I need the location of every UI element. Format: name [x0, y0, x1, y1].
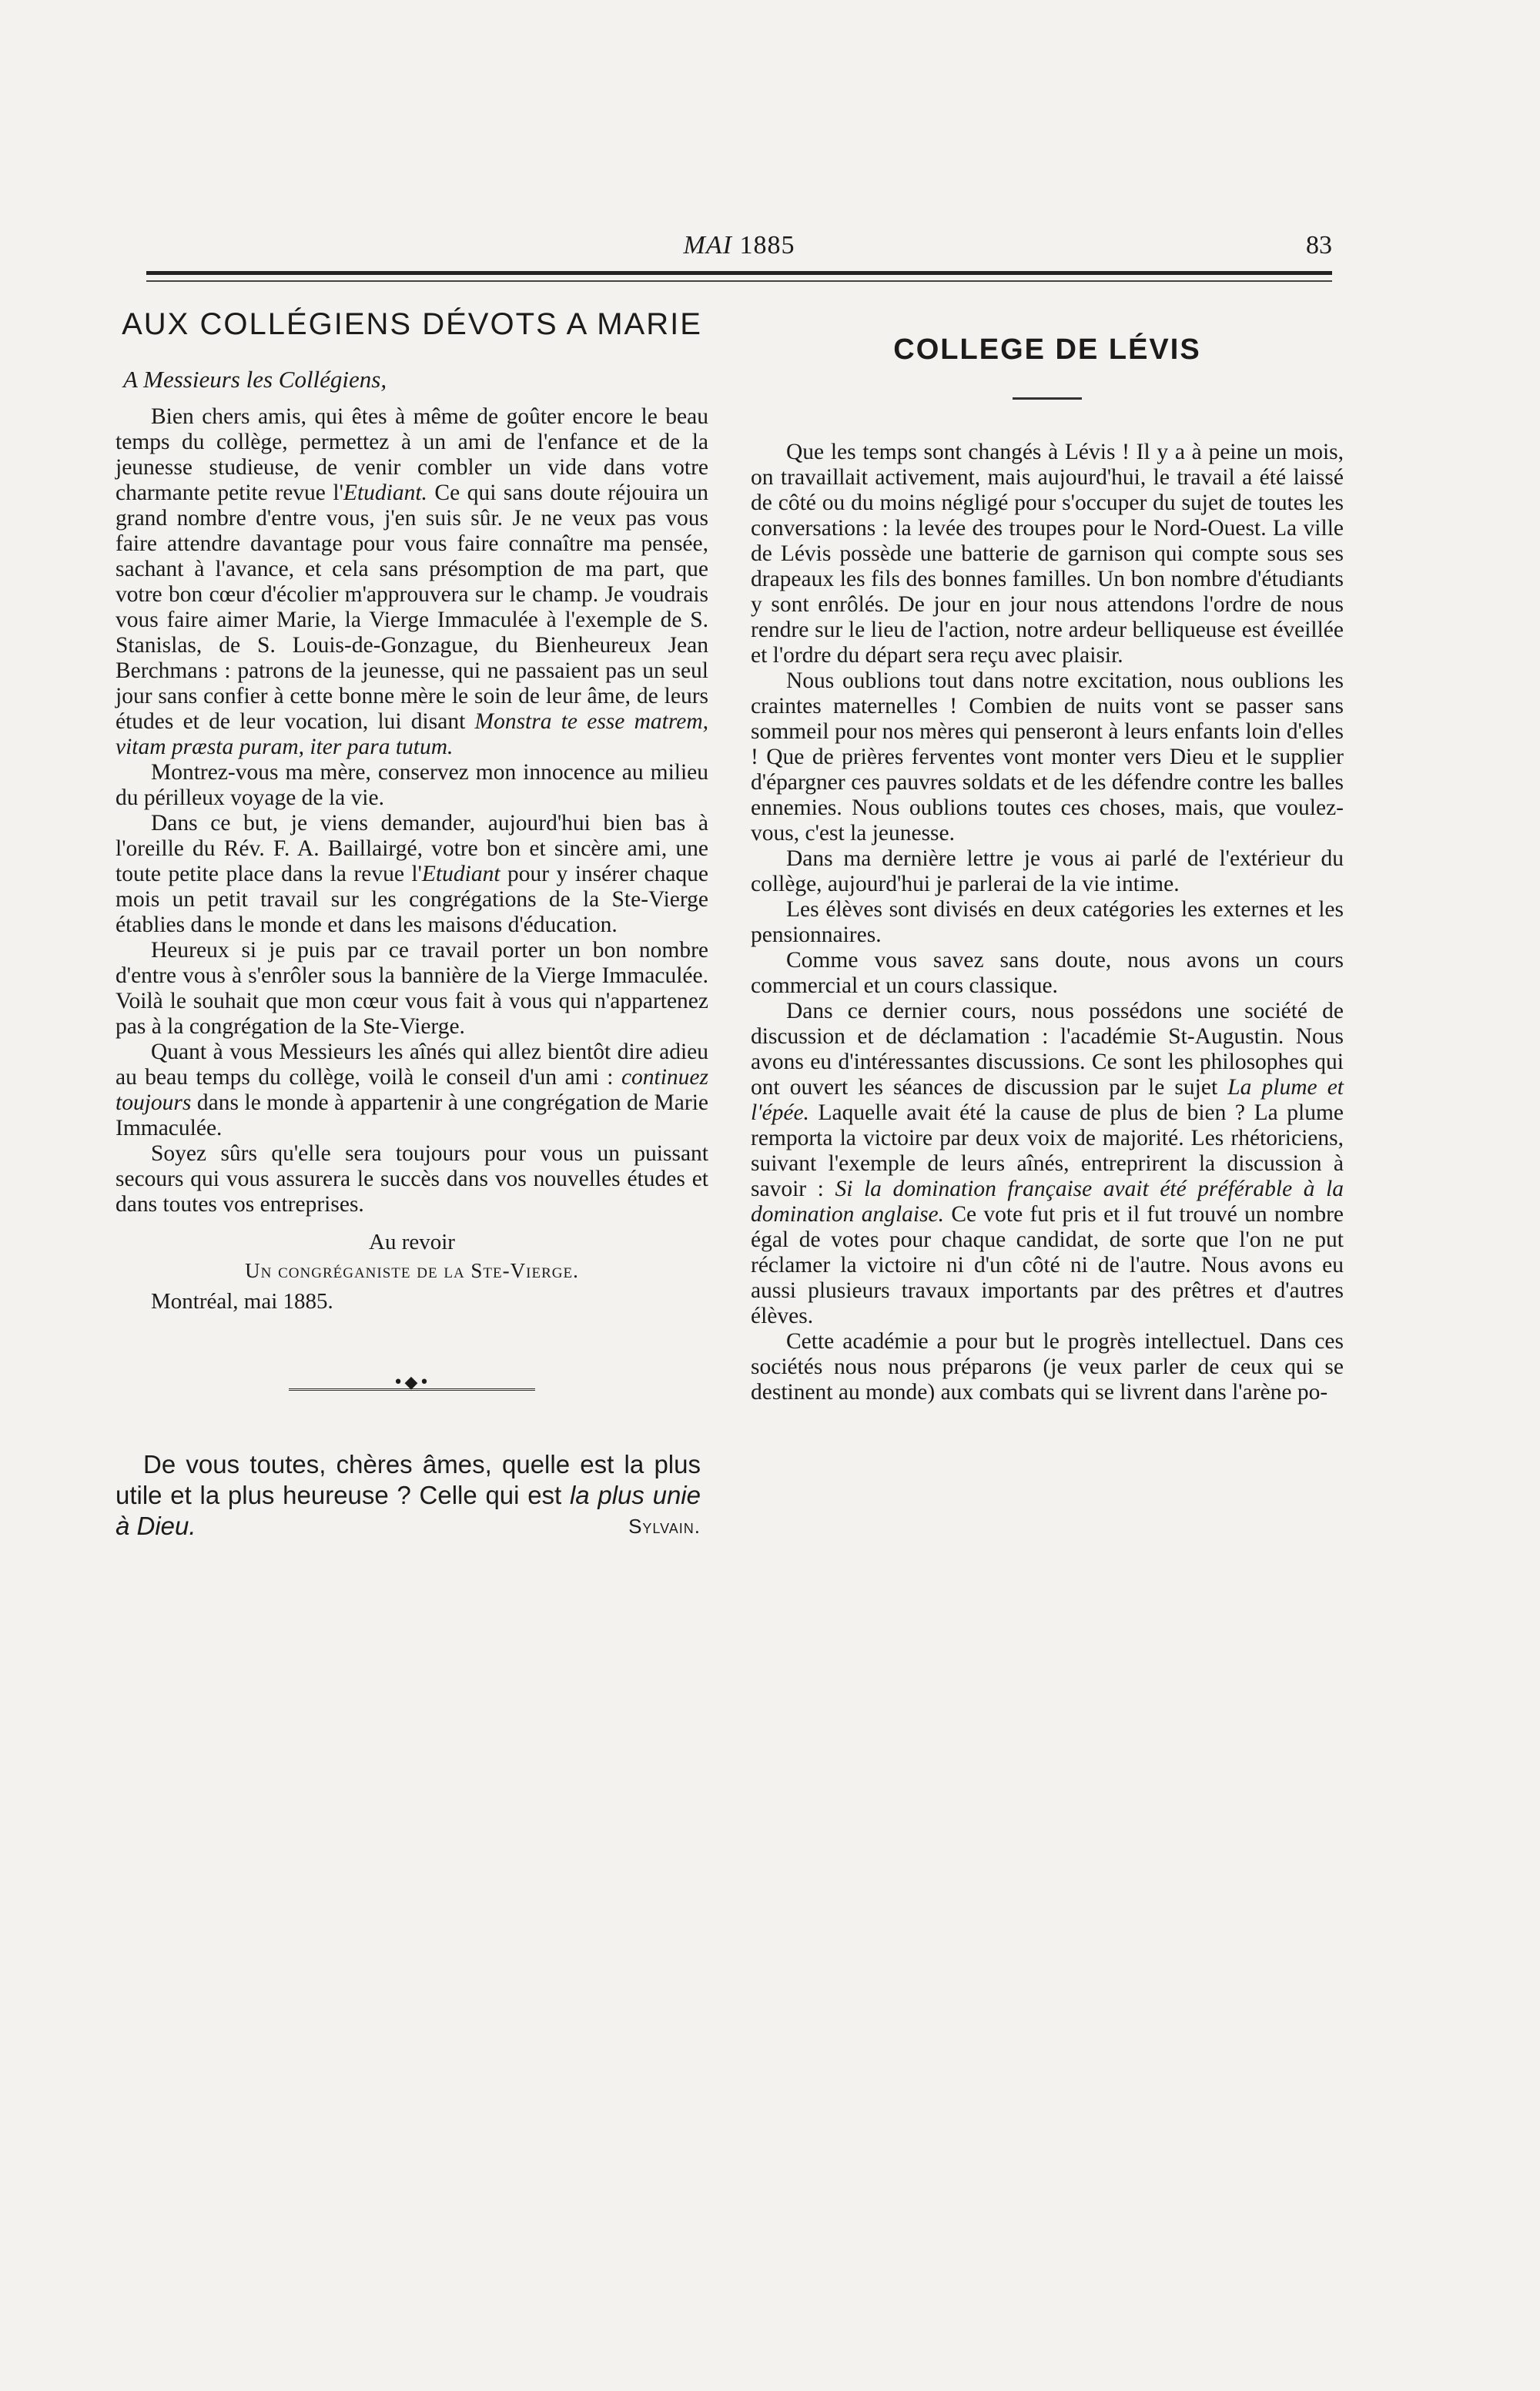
- paragraph: [116, 1040, 708, 1141]
- italic-run: Etudiant: [421, 862, 500, 886]
- text-run: Laquelle avait été la cause de plus de bien ? La plume remporta la victoire par deux voix de majorité. Les rhétoriciens, suivant l'exemple de leurs aînés, entreprirent la discussion à savoir :: [751, 1100, 1344, 1201]
- latin-quote: Monstra te esse matrem, vitam præsta puram, iter para tutum.: [116, 709, 709, 759]
- paragraph: Nous oublions tout dans notre excitation, nous oublions les craintes maternelles ! Combien de nuits vont se passer sans sommeil pour nos mères qui penseront à leurs enfants loin d'elles ! Que de prières ferventes vont monter vers Dieu et le supplier d'épargner ces pauvres soldats et de les défendre contre les balles ennemies. Nous oublions toutes ces choses, mais, que voulez-vous, c'est la jeunesse.: [751, 668, 1344, 846]
- paragraph: Comme vous savez sans doute, nous avons un cours commercial et un cours classique.: [751, 948, 1344, 998]
- text-run: Ce qui sans doute réjouira un grand nombre d'entre vous, j'en suis sûr. Je ne veux pas vous faire attendre davantage pour vous faire connaître ma pensée, sachant à l'avance, et cela sans présomption de ma part, que votre bon cœur d'écolier m'approuvera sur le champ. Je voudrais vous faire aimer Marie, la Vierge Immaculée à l'exemple de S. Stanislas, de S. Louis-de-Gonzague, du Bienheureux Jean Berchmans : patrons de la jeunesse, qui ne passaient pas un seul jour sans confier à cette bonne mère le soin de leur âme, de leurs études et de leur vocation, lui disant: [116, 481, 708, 734]
- text-run: Dans ce but, je viens demander, aujourd'hui bien bas à l'oreille du Rév. F. A. Baillairgé, votre bon et sincère ami, une toute petite place dans la revue l': [116, 811, 708, 886]
- paragraph: Dans ma dernière lettre je vous ai parlé de l'extérieur du collège, aujourd'hui je parlerai de la vie intime.: [751, 846, 1344, 896]
- issue-year: 1885: [739, 231, 795, 260]
- text-run: dans le monde à appartenir à une congrégation de Marie Immaculée.: [116, 1090, 708, 1140]
- header-rule-thin: [146, 280, 1332, 282]
- paragraph: Les élèves sont divisés en deux catégories les externes et les pensionnaires.: [751, 897, 1344, 947]
- ornament-divider: •◆•: [289, 1378, 535, 1391]
- page-number: 83: [1306, 231, 1332, 260]
- paragraph: Montrez-vous ma mère, conservez mon innocence au milieu du périlleux voyage de la vie.: [116, 760, 708, 810]
- title-rule: [1013, 397, 1082, 400]
- italic-run: Etudiant.: [343, 481, 427, 505]
- quote-italic: la plus unie à Dieu.: [116, 1481, 701, 1540]
- signature: Un congréganiste de la Ste-Vierge.: [245, 1259, 579, 1282]
- header-rule-thick: [146, 271, 1332, 275]
- salutation: A Messieurs les Collégiens,: [123, 366, 387, 393]
- quote-author: Sylvain.: [628, 1515, 701, 1538]
- paragraph: Que les temps sont changés à Lévis ! Il y a à peine un mois, on travaillait activement, mais aujourd'hui, le travail a été laissé de côté ou du moins négligé pour s'occuper du sujet de toutes les conversations : la levée des troupes pour le Nord-Ouest. La ville de Lévis possède une batterie de garnison qui compte sous ses drapeaux les fils des bonnes familles. Un bon nombre d'étudiants y sont enrôlés. De jour en jour nous attendons l'ordre de nous rendre sur le lieu de l'action, notre ardeur belliqueuse est éveillée et l'ordre du départ sera reçu avec plaisir.: [751, 440, 1344, 668]
- text-run: Dans ce dernier cours, nous possédons une société de discussion et de déclamation : l'académie St-Augustin. Nous avons eu d'intéressantes discussions. Ce sont les philosophes qui ont ouvert les séances de discussion par le sujet: [751, 999, 1344, 1100]
- paragraph: Soyez sûrs qu'elle sera toujours pour vous un puissant secours qui vous assurera le succès dans vos nouvelles études et dans toutes vos entreprises.: [116, 1141, 708, 1217]
- place-date: Montréal, mai 1885.: [151, 1289, 333, 1314]
- paragraph: [116, 811, 708, 938]
- article-title-right: COLLEGE DE LÉVIS: [893, 333, 1201, 366]
- closing-quote: [116, 1449, 701, 1542]
- italic-run: La plume et l'épée.: [751, 1075, 1344, 1125]
- quote-text: De vous toutes, chères âmes, quelle est la plus utile et la plus heureuse ? Celle qui est: [116, 1450, 701, 1509]
- text-run: Quant à vous Messieurs les aînés qui allez bientôt dire adieu au beau temps du collège, voilà le conseil d'un ami :: [116, 1040, 708, 1090]
- issue-date: [639, 231, 839, 260]
- text-run: pour y insérer chaque mois un petit travail sur les congrégations de la Ste-Vierge établies dans le monde et dans les maisons d'éducation.: [116, 862, 709, 937]
- text-run: Bien chers amis, qui êtes à même de goûter encore le beau temps du collège, permettez à un ami de l'enfance et de la jeunesse studieuse, de venir combler un vide dans votre charmante petite revue l': [116, 404, 708, 505]
- article-title-left: AUX COLLÉGIENS DÉVOTS A MARIE: [122, 307, 702, 341]
- paragraph: Cette académie a pour but le progrès intellectuel. Dans ces sociétés nous nous préparons (je veux parler de ceux qui se destinent au monde) aux combats qui se livrent dans l'arène po-: [751, 1329, 1344, 1405]
- right-column: [751, 296, 1344, 1405]
- text-run: Ce vote fut pris et il fut trouvé un nombre égal de votes pour chaque candidat, de sorte que l'on ne put réclamer la victoire ni d'un côté ni de l'autre. Nous avons eu aussi plusieurs travaux importants par des prêtres et d'autres élèves.: [751, 1202, 1344, 1328]
- left-column: [116, 296, 708, 1542]
- issue-month: MAI: [683, 231, 732, 260]
- signoff: Au revoir: [369, 1230, 455, 1254]
- paragraph: [751, 999, 1344, 1329]
- italic-run: Si la domination française avait été préférable à la domination anglaise.: [751, 1177, 1344, 1227]
- paragraph: [116, 404, 708, 760]
- italic-run: continuez toujours: [116, 1065, 708, 1115]
- paragraph: Heureux si je puis par ce travail porter un bon nombre d'entre vous à s'enrôler sous la bannière de la Vierge Immaculée. Voilà le souhait que mon cœur vous fait à vous qui n'appartenez pas à la congrégation de la Ste-Vierge.: [116, 938, 708, 1039]
- running-header: [146, 223, 1332, 270]
